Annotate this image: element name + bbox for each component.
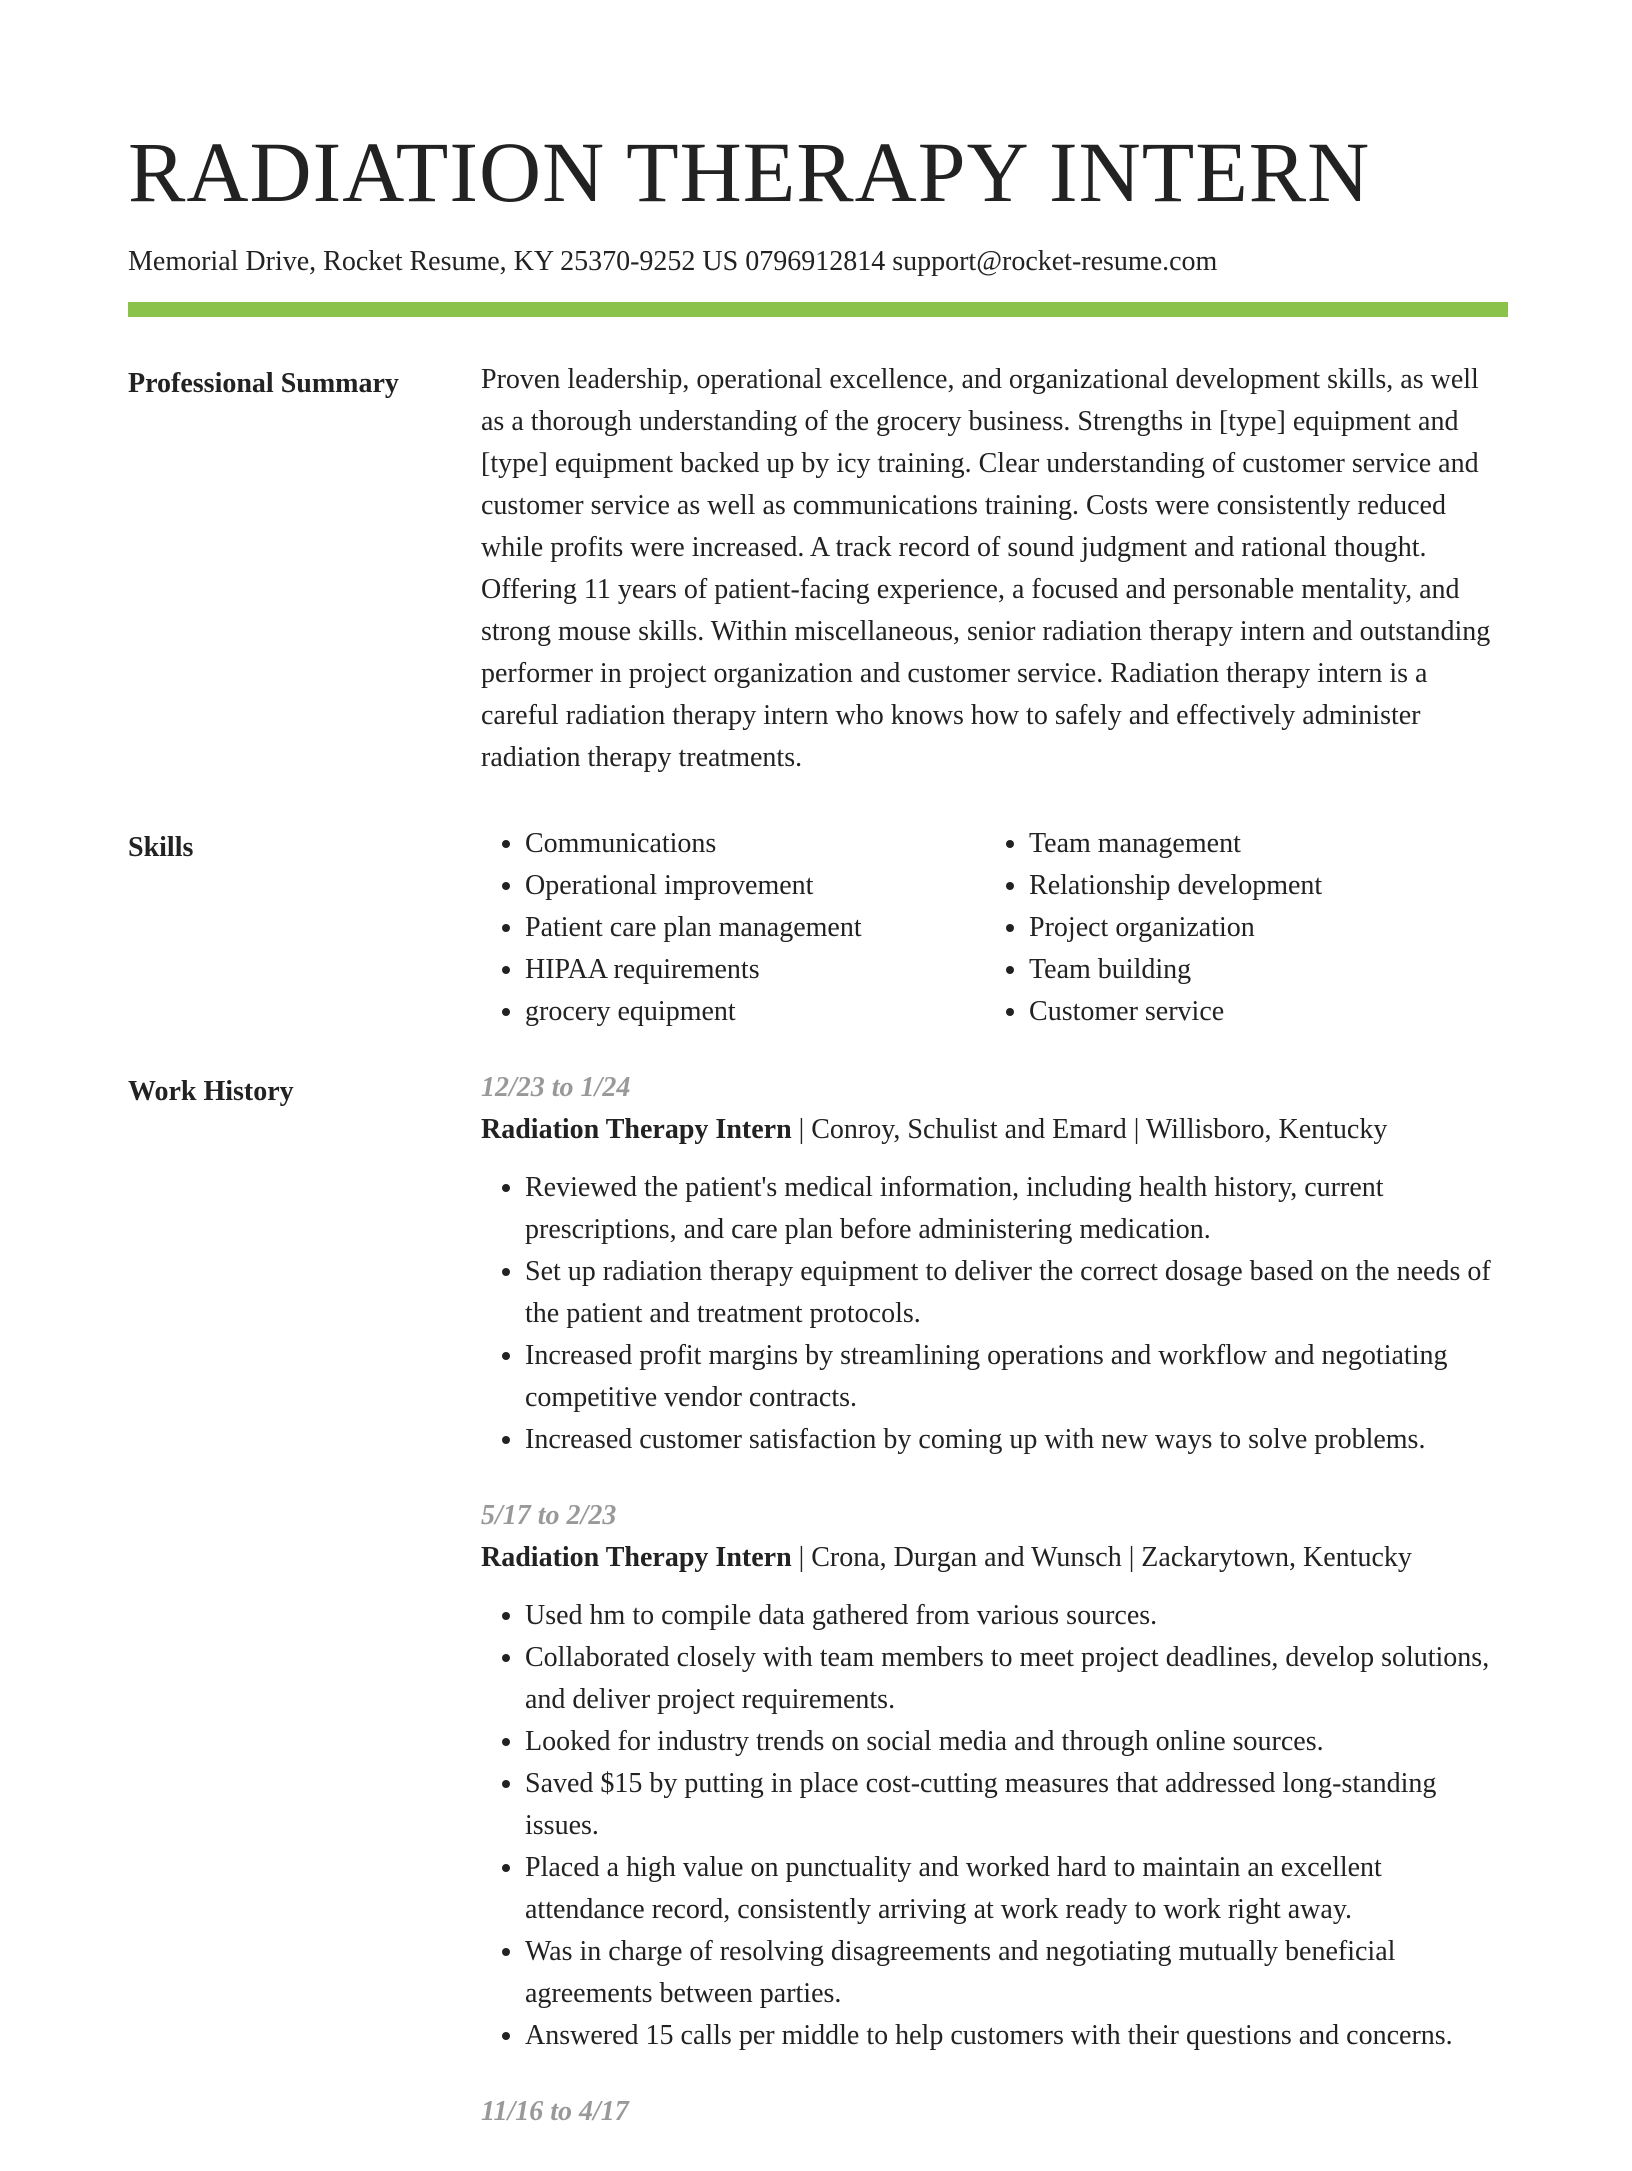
job-dates: 5/17 to 2/23 <box>481 1500 617 1531</box>
job-bullets <box>481 1167 1508 1461</box>
skill-item: • Team management <box>1029 823 1508 865</box>
job-bullet: • Looked for industry trends on social media and through online sources. <box>525 1721 1508 1763</box>
job-company-location: | Conroy, Schulist and Emard | Willisboro, Kentucky <box>791 1114 1388 1145</box>
skill-item: • Project organization <box>1029 907 1508 949</box>
job-title: Radiation Therapy Intern <box>481 1114 792 1145</box>
skills-label: Skills <box>128 832 194 863</box>
skill-item: • Relationship development <box>1029 865 1508 907</box>
summary-section <box>128 363 1508 779</box>
skills-body <box>481 827 1508 1033</box>
job-bullet: • Saved $15 by putting in place cost-cutting measures that addressed long-standing issues. <box>525 1763 1508 1847</box>
job-bullet: • Collaborated closely with team members to meet project deadlines, develop solutions, and deliver project requirements. <box>525 1637 1508 1721</box>
skills-column-left <box>481 823 985 1033</box>
skill-item: • Communications <box>525 823 985 865</box>
work-history-body <box>481 1071 1508 2171</box>
job-bullet: • Increased profit margins by streamlining operations and workflow and negotiating competitive vendor contracts. <box>525 1335 1508 1419</box>
summary-body <box>481 363 1508 779</box>
job-dates: 12/23 to 1/24 <box>481 1072 631 1103</box>
work-history-label: Work History <box>128 1076 294 1107</box>
skill-item: • grocery equipment <box>525 991 985 1033</box>
job-bullet: • Increased customer satisfaction by coming up with new ways to solve problems. <box>525 1419 1508 1461</box>
job-bullet: • Reviewed the patient's medical information, including health history, current prescriptions, and care plan before administering medication. <box>525 1167 1508 1251</box>
job-heading <box>481 1109 1508 1151</box>
summary-label: Professional Summary <box>128 368 399 399</box>
summary-text: Proven leadership, operational excellence, and organizational development skills, as well as a thorough understanding of the grocery business. Strengths in [type] equipment and [type] equipment backed up by icy training. Clear understanding of customer service and customer service as well as communications training. Costs were consistently reduced while profits were increased. A track record of sound judgment and rational thought. Offering 11 years of patient-facing experience, a focused and personable mentality, and strong mouse skills. Within miscellaneous, senior radiation therapy intern and outstanding performer in project organization and customer service. Radiation therapy intern is a careful radiation therapy intern who knows how to safely and effectively administer radiation therapy treatments. <box>481 364 1491 773</box>
skills-grid <box>481 823 1508 1033</box>
skills-column-right <box>985 823 1508 1033</box>
job-heading <box>481 1537 1508 1579</box>
skills-section <box>128 827 1508 1033</box>
job-entry <box>481 1495 1508 2057</box>
skill-item: • Team building <box>1029 949 1508 991</box>
job-bullet: • Answered 15 calls per middle to help customers with their questions and concerns. <box>525 2015 1508 2057</box>
job-entry <box>481 2091 1508 2133</box>
job-bullet: • Was in charge of resolving disagreements and negotiating mutually beneficial agreements between parties. <box>525 1931 1508 2015</box>
job-bullets <box>481 1595 1508 2057</box>
header-divider <box>128 302 1508 317</box>
job-bullet: • Placed a high value on punctuality and worked hard to maintain an excellent attendance record, consistently arriving at work ready to work right away. <box>525 1847 1508 1931</box>
skill-item: • Operational improvement <box>525 865 985 907</box>
job-company-location: | Crona, Durgan and Wunsch | Zackarytown, Kentucky <box>791 1542 1412 1573</box>
job-entry <box>481 1067 1508 1461</box>
job-bullet: • Used hm to compile data gathered from various sources. <box>525 1595 1508 1637</box>
job-dates: 11/16 to 4/17 <box>481 2096 629 2127</box>
skill-item: • Patient care plan management <box>525 907 985 949</box>
work-history-section <box>128 1071 1508 2171</box>
resume-page <box>128 0 1508 2171</box>
job-title: Radiation Therapy Intern <box>481 1542 792 1573</box>
skill-item: • HIPAA requirements <box>525 949 985 991</box>
job-bullet: • Set up radiation therapy equipment to deliver the correct dosage based on the needs of the patient and treatment protocols. <box>525 1251 1508 1335</box>
resume-name: RADIATION THERAPY INTERN <box>128 124 1371 220</box>
contact-info: Memorial Drive, Rocket Resume, KY 25370-9252 US 0796912814 support@rocket-resume.com <box>128 246 1218 277</box>
skill-item: • Customer service <box>1029 991 1508 1033</box>
